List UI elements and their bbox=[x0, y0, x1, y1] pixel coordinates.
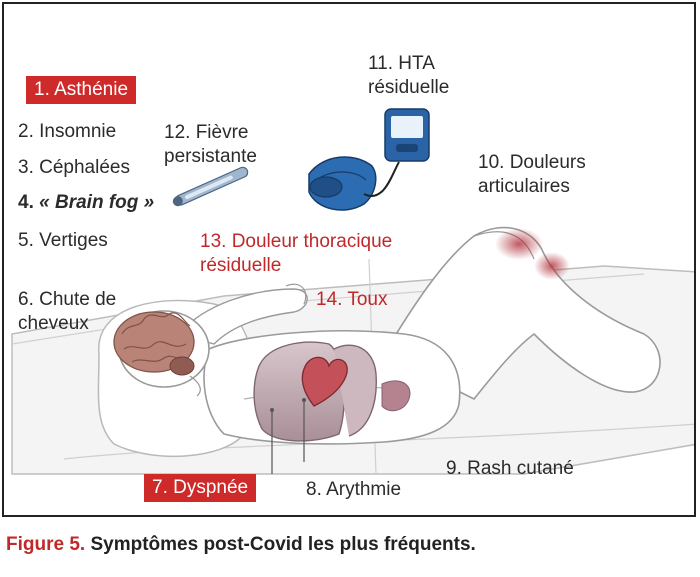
label-insomnie: 2. Insomnie bbox=[18, 121, 117, 142]
label-fievre-line2: persistante bbox=[164, 146, 257, 167]
label-brain-fog-text: « Brain fog » bbox=[39, 192, 155, 213]
label-thoracique-line2: résiduelle bbox=[200, 255, 282, 276]
label-vertiges: 5. Vertiges bbox=[18, 230, 108, 251]
label-brain-fog-number: 4. bbox=[18, 192, 34, 213]
label-douleurs-line2: articulaires bbox=[478, 176, 570, 197]
knee-inflammation bbox=[534, 252, 570, 280]
label-dyspnee: 7. Dyspnée bbox=[144, 474, 256, 502]
thermometer-icon bbox=[171, 166, 249, 208]
label-hta-line2: résiduelle bbox=[368, 77, 450, 98]
label-thoracique-line1: 13. Douleur thoracique bbox=[200, 231, 393, 252]
label-chute-line2: cheveux bbox=[18, 313, 89, 334]
figure-caption bbox=[6, 534, 476, 556]
caption-figure-label: Figure 5. bbox=[6, 534, 86, 555]
label-hta-line1: 11. HTA bbox=[368, 53, 435, 74]
label-rash: 9. Rash cutané bbox=[446, 458, 574, 479]
caption-text: Symptômes post-Covid les plus fréquents. bbox=[85, 534, 476, 555]
label-cephalees: 3. Céphalées bbox=[18, 157, 130, 178]
label-toux: 14. Toux bbox=[316, 289, 388, 310]
label-chute-line1: 6. Chute de bbox=[18, 289, 117, 310]
blood-pressure-monitor-icon bbox=[309, 109, 429, 210]
label-brain-fog bbox=[18, 191, 154, 215]
label-fievre-line1: 12. Fièvre bbox=[164, 122, 249, 143]
knee-inflammation bbox=[495, 228, 543, 260]
label-arythmie: 8. Arythmie bbox=[306, 479, 402, 500]
label-douleurs-line1: 10. Douleurs bbox=[478, 152, 586, 173]
figure-frame bbox=[2, 2, 696, 517]
label-asthenie: 1. Asthénie bbox=[26, 76, 136, 104]
